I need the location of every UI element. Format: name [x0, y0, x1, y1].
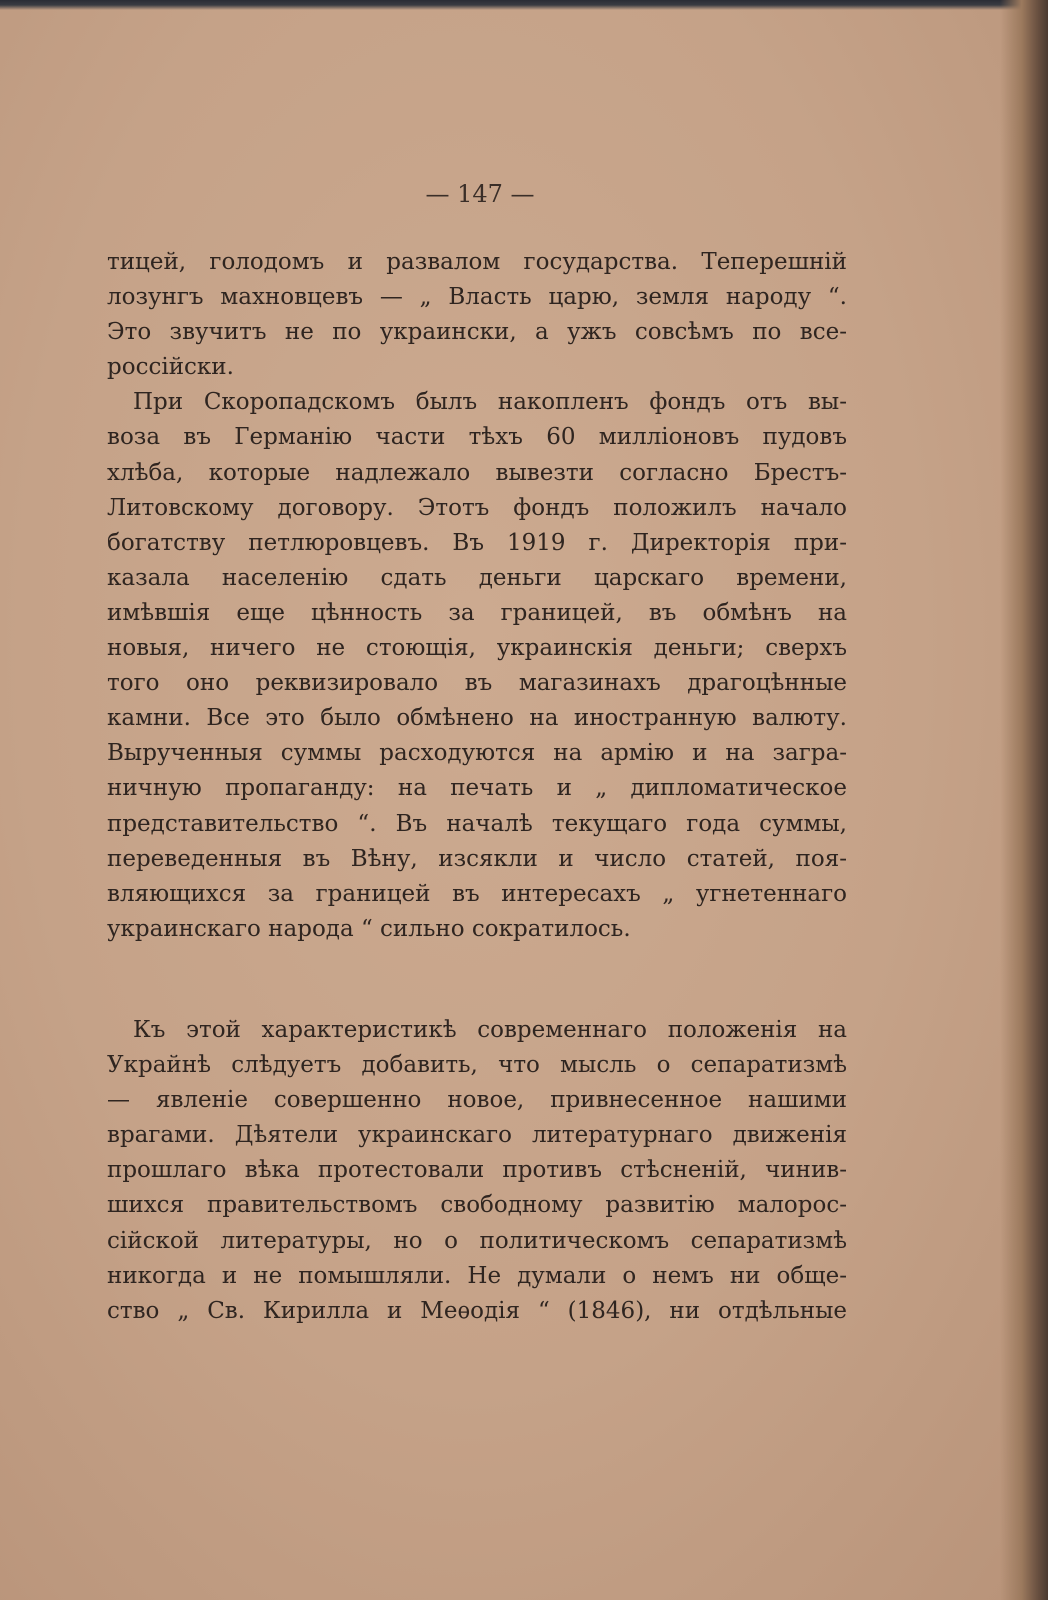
- page-number: — 147 —: [425, 180, 535, 208]
- text-line: того оно реквизировало въ магазинахъ драгоцѣнные: [107, 670, 847, 697]
- text-line: новыя, ничего не стоющія, украинскія деньги; сверхъ: [107, 635, 847, 662]
- paragraph-3: [107, 1013, 847, 1329]
- text-line: никогда и не помышляли. Не думали о немъ ни обще-: [107, 1262, 847, 1289]
- text-line: хлѣба, которые надлежало вывезти согласно Брестъ-: [107, 459, 847, 486]
- text-line: Украйнѣ слѣдуетъ добавить, что мысль о сепаратизмѣ: [107, 1052, 847, 1079]
- text-line: — явленіе совершенно новое, привнесенное нашими: [107, 1087, 847, 1114]
- text-line: казала населенію сдать деньги царскаго времени,: [107, 564, 847, 591]
- text-line: шихся правительствомъ свободному развитію малорос-: [107, 1192, 847, 1219]
- text-line: Вырученныя суммы расходуются на армію и на загра-: [107, 740, 847, 767]
- text-line: ничную пропаганду: на печать и „ дипломатическое: [107, 775, 847, 802]
- text-line: богатству петлюровцевъ. Въ 1919 г. Директорія при-: [107, 529, 847, 556]
- text-line: имѣвшія еще цѣнность за границей, въ обмѣнъ на: [107, 599, 847, 626]
- text-line: переведенныя въ Вѣну, изсякли и число статей, поя-: [107, 845, 847, 872]
- text-line: Къ этой характеристикѣ современнаго положенія на: [133, 1017, 847, 1043]
- text-line: прошлаго вѣка протестовали противъ стѣсненій, чинив-: [107, 1157, 847, 1184]
- text-line: камни. Все это было обмѣнено на иностранную валюту.: [107, 705, 847, 732]
- text-line: украинскаго народа “ сильно сократилось.: [107, 915, 631, 942]
- page-spine-shadow: [1000, 0, 1048, 1600]
- paragraph-1: [107, 245, 847, 385]
- paragraph-2: [107, 385, 847, 947]
- text-line: вляющихся за границей въ интересахъ „ угнетеннаго: [107, 880, 847, 907]
- text-line: лозунгъ махновцевъ — „ Власть царю, земля народу “.: [107, 284, 847, 311]
- text-line: Это звучитъ не по украински, а ужъ совсѣмъ по все-: [107, 319, 847, 346]
- text-block-upper: [107, 245, 847, 947]
- text-line: При Скоропадскомъ былъ накопленъ фондъ отъ вы-: [133, 389, 847, 416]
- text-line: тицей, голодомъ и развалом государства. Теперешній: [107, 249, 847, 275]
- text-block-lower: [107, 1013, 847, 1329]
- text-line: Литовскому договору. Этотъ фондъ положилъ начало: [107, 494, 847, 521]
- text-line: врагами. Дѣятели украинскаго литературнаго движенія: [107, 1122, 847, 1149]
- page-top-edge: [0, 0, 1048, 10]
- text-line: представительство “. Въ началѣ текущаго года суммы,: [107, 810, 847, 837]
- text-line: россійски.: [107, 354, 234, 381]
- text-line: сійской литературы, но о политическомъ сепаратизмѣ: [107, 1227, 847, 1254]
- text-line: ство „ Св. Кирилла и Меѳодія “ (1846), ни отдѣльные: [107, 1297, 847, 1324]
- text-line: воза въ Германію части тѣхъ 60 милліоновъ пудовъ: [107, 424, 847, 451]
